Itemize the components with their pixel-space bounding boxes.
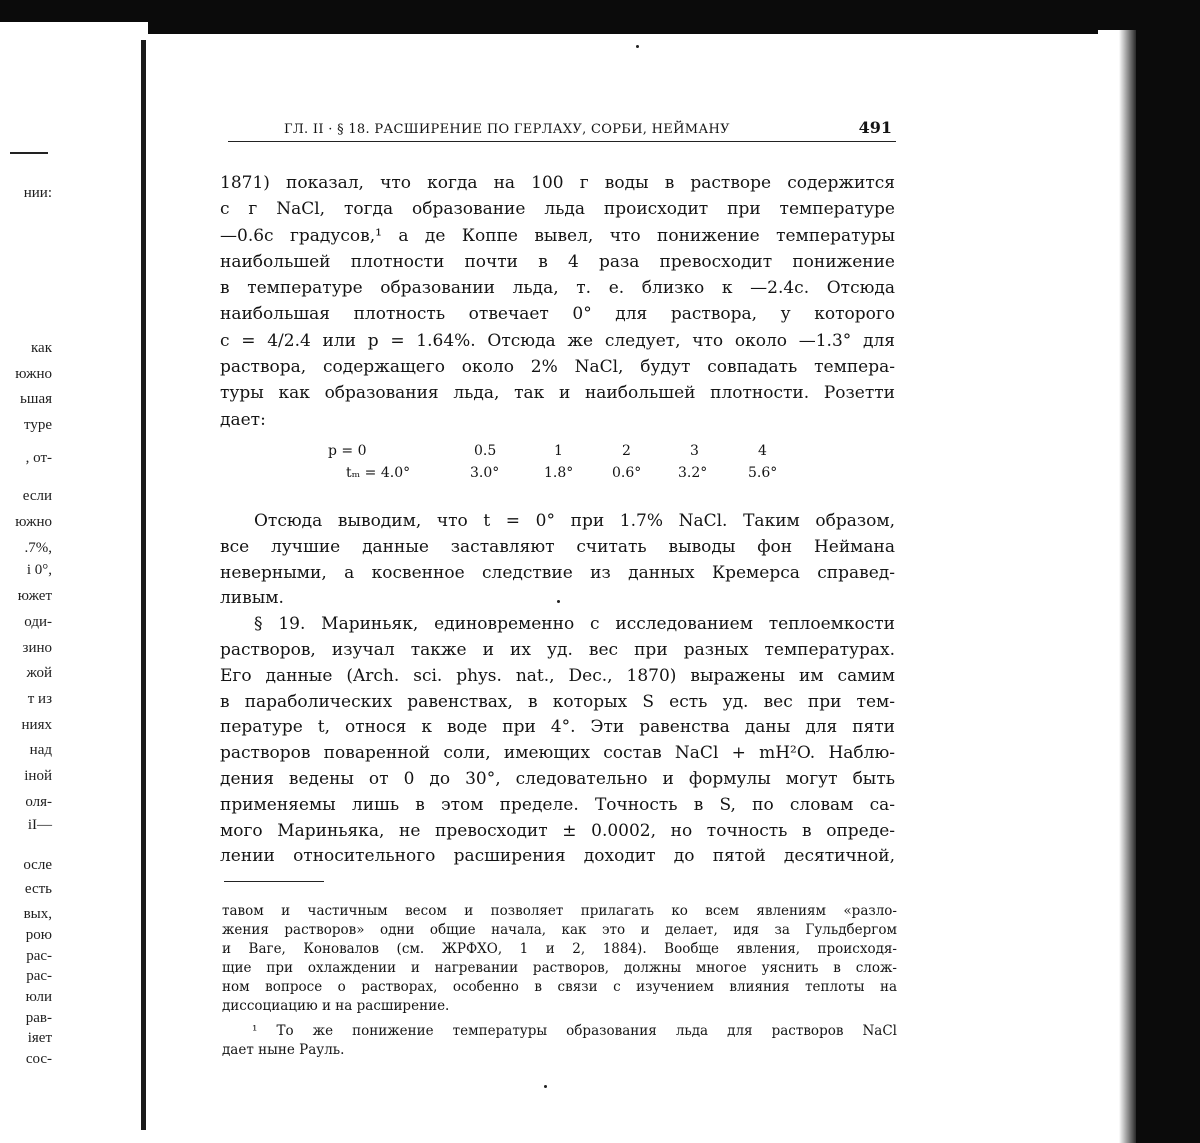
previous-page-rule [10, 152, 48, 154]
previous-page-word: рав- [25, 1010, 52, 1026]
book-binding-line [141, 40, 146, 1130]
text-line: дения ведены от 0 до 30°, следовательно и формулы могут быть [220, 768, 895, 789]
text-line: мого Мариньяка, не превосходит ± 0.0002, но точность в опреде- [220, 820, 895, 841]
text-line: применяемы лишь в этом пределе. Точность в S, по словам са- [220, 794, 895, 815]
previous-page-strip [0, 22, 148, 1143]
footnote-line: ном вопросе о растворах, особенно в связи с изучением влияния теплоты на [222, 979, 897, 995]
table-cell: 3.2° [678, 465, 708, 481]
previous-page-word: нии: [23, 185, 52, 201]
scan-speck [557, 600, 560, 603]
scan-edge-shadow [1098, 30, 1136, 1143]
previous-page-word: оди- [24, 614, 52, 630]
table-cell: 0.5 [474, 443, 497, 459]
table-row-label: p = 0 [328, 443, 367, 459]
previous-page-word: ниях [21, 717, 52, 733]
previous-page-word: жой [26, 665, 52, 681]
text-line: Его данные (Arch. sci. phys. nat., Dec., 1870) выражены им самим [220, 665, 895, 686]
header-title: ГЛ. II · § 18. РАСШИРЕНИЕ ПО ГЕРЛАХУ, СОРБИ, НЕЙМАНУ [284, 122, 730, 137]
previous-page-word: сос- [25, 1051, 52, 1067]
previous-page-word: если [22, 488, 52, 504]
footnote-line: дает ныне Рауль. [222, 1042, 345, 1058]
text-line: c = 4/2.4 или p = 1.64%. Отсюда же следует, что около —1.3° для [220, 330, 895, 351]
paragraph-2-3 [220, 509, 895, 870]
scan-speck [636, 45, 639, 48]
previous-page-word: южно [15, 366, 52, 382]
previous-page-word: туре [23, 417, 52, 433]
scan-border-right [1136, 30, 1200, 1143]
table-cell: 0.6° [612, 465, 642, 481]
table-cell: 4 [758, 443, 767, 459]
text-line: лении относительного расширения доходит до пятой десятичной, [220, 846, 895, 867]
previous-page-word: т из [27, 691, 52, 707]
previous-page-word: рас- [26, 968, 52, 984]
text-line: все лучшие данные заставляют считать выводы фон Неймана [220, 536, 895, 557]
previous-page-word: рас- [26, 948, 52, 964]
scan-border-top-inner [140, 22, 1200, 34]
text-line: наибольшей плотности почти в 4 раза превосходит понижение [220, 251, 895, 272]
table-cell: 2 [622, 443, 631, 459]
text-line: в параболических равенствах, в которых S есть уд. вес при тем- [220, 691, 895, 712]
table-cell: 3 [690, 443, 699, 459]
text-line: § 19. Мариньяк, единовременно с исследованием теплоемкости [254, 614, 895, 635]
previous-page-word: і 0°, [26, 562, 52, 578]
scan-speck [544, 1085, 547, 1088]
running-header [224, 118, 896, 140]
previous-page-word: вых, [23, 906, 52, 922]
table-cell: 3.0° [470, 465, 500, 481]
table-cell: 5.6° [748, 465, 778, 481]
text-line: раствора, содержащего около 2% NaCl, будут совпадать темпера- [220, 357, 895, 378]
previous-page-word: есть [24, 881, 52, 897]
header-rule [228, 141, 896, 142]
text-line: —0.6c градусов,¹ а де Коппе вывел, что понижение температуры [220, 225, 895, 246]
previous-page-word: юли [25, 989, 52, 1005]
text-line: туры как образования льда, так и наибольшей плотности. Розетти [220, 383, 895, 404]
footnote-line: ¹ То же понижение температуры образования льда для растворов NaCl [252, 1023, 897, 1039]
footnotes [222, 902, 897, 1060]
previous-page-word: іяет [27, 1030, 52, 1046]
scan-border-top [0, 0, 1200, 22]
text-line: ливым. [220, 588, 284, 609]
footnote-line: диссоциацию и на расширение. [222, 998, 450, 1014]
text-line: 1871) показал, что когда на 100 г воды в растворе содержится [220, 173, 895, 193]
previous-page-word: .7%, [24, 540, 52, 556]
previous-page-word: іной [24, 768, 52, 784]
previous-page-word: зино [22, 640, 52, 656]
footnote-line: жения растворов» одни общие начала, как это и делает, идя за Гульдбергом [222, 922, 897, 938]
text-line: пературе t, относя к воде при 4°. Эти равенства даны для пяти [220, 717, 895, 738]
text-line: в температуре образовании льда, т. е. близко к —2.4c. Отсюда [220, 278, 895, 299]
footnote-line: и Ваге, Коновалов (см. ЖРФХО, 1 и 2, 1884). Вообще явления, происходя- [222, 941, 897, 957]
text-line: растворов, изучал также и их уд. вес при разных температурах. [220, 639, 895, 660]
previous-page-word: оля- [25, 794, 52, 810]
paragraph-1 [220, 170, 895, 433]
text-line: наибольшая плотность отвечает 0° для раствора, у которого [220, 304, 895, 325]
page-number: 491 [858, 118, 892, 137]
previous-page-word: южно [15, 514, 52, 530]
previous-page-word: как [30, 340, 52, 356]
previous-page-word: над [29, 742, 52, 758]
table-cell: 1.8° [544, 465, 574, 481]
footnote-line: тавом и частичным весом и позволяет прилагать ко всем явлениям «разло- [222, 903, 897, 919]
text-line: c г NaCl, тогда образование льда происходит при температуре [220, 199, 895, 220]
text-line: неверными, а косвенное следствие из данных Кремерса справед- [220, 562, 895, 583]
previous-page-word: осле [23, 857, 52, 873]
previous-page-word: южет [17, 588, 52, 604]
text-line: дает: [220, 409, 266, 430]
table-row-label: tₘ = 4.0° [346, 465, 411, 481]
previous-page-word: , от- [25, 450, 52, 466]
text-line: растворов поваренной соли, имеющих состав NaCl + mH²O. Наблю- [220, 743, 895, 764]
table-cell: 1 [554, 443, 563, 459]
previous-page-word: рою [25, 927, 52, 943]
text-line: Отсюда выводим, что t = 0° при 1.7% NaCl. Таким образом, [254, 511, 895, 531]
footnote-rule [224, 881, 324, 882]
previous-page-word: ьшая [20, 391, 52, 407]
footnote-line: щие при охлаждении и нагревании растворов, должны многое уяснить в слож- [222, 960, 897, 976]
previous-page-word: іІ— [27, 817, 52, 833]
